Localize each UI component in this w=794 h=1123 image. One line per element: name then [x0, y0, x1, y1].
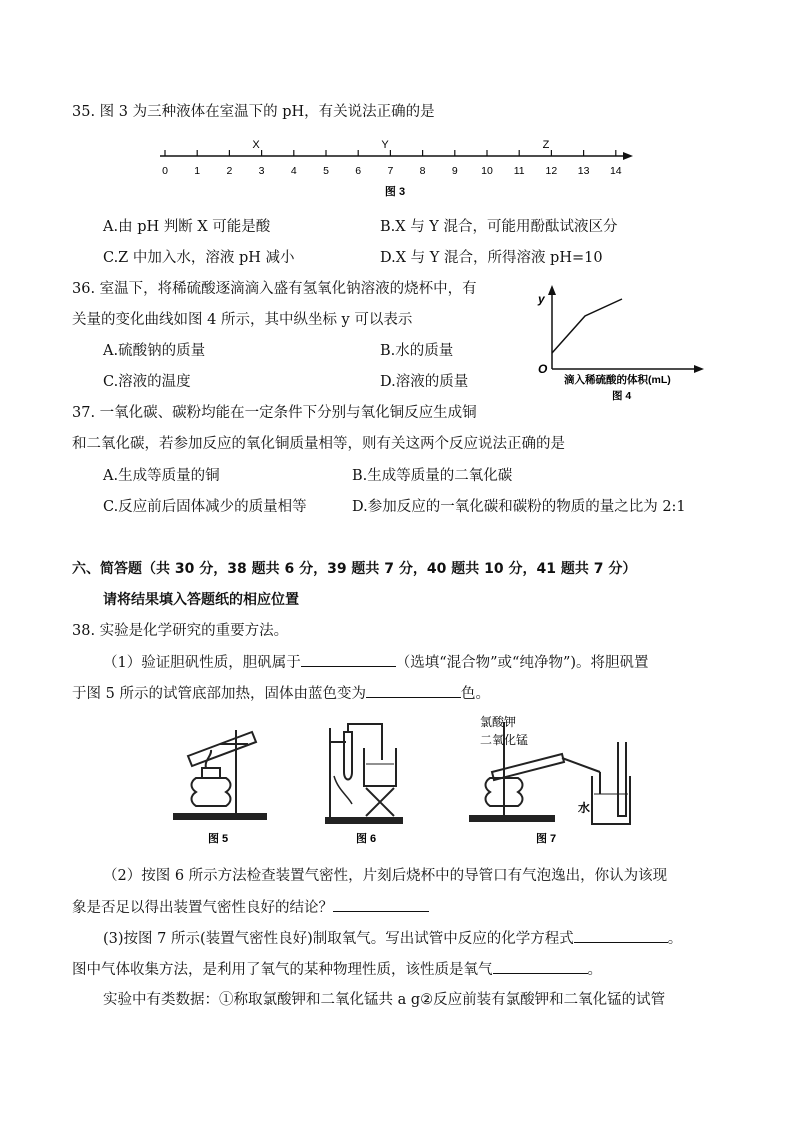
q37-stem-line2: 和二氧化碳，若参加反应的氧化铜质量相等，则有关这两个反应说法正确的是: [72, 436, 565, 452]
ph-tick-label: 13: [577, 165, 590, 177]
q37-stem-line1: 37. 一氧化碳、碳粉均能在一定条件下分别与氧化铜反应生成铜: [72, 405, 477, 421]
q38-data-line: 实验中有类数据：①称取氯酸钾和二氧化锰共 a g②反应前装有氯酸钾和二氧化锰的试管: [103, 992, 666, 1008]
q38-part1-line2: [72, 683, 490, 704]
curve-line: [552, 299, 622, 353]
answer-blank-color[interactable]: [366, 683, 461, 698]
ph-tick-label: 4: [290, 165, 297, 177]
q38-part3-line1: (3)按图 7 所示(装置气密性良好)制取氧气。写出试管中反应的化学方程式 。: [103, 928, 682, 949]
q35-stem: 35. 图 3 为三种液体在室温下的 pH，有关说法正确的是: [72, 104, 435, 120]
q37-option-a: A.生成等质量的铜: [103, 468, 220, 484]
graph-y-label: y: [538, 292, 545, 306]
reagent-label-kclo3: 氯酸钾: [480, 715, 517, 729]
q38-p1-text-b: （选填“混合物”或“纯净物”)。将胆矾置: [395, 655, 649, 671]
fig7-caption: 图 7: [536, 833, 557, 845]
fig6-apparatus: [326, 724, 402, 823]
section-instruction: 请将结果填入答题纸的相应位置: [103, 592, 299, 608]
fig4-caption: 图 4: [612, 390, 632, 402]
ph-scale-figure: [155, 134, 640, 206]
q38-p1-text-a: （1）验证胆矾性质，胆矾属于: [103, 655, 301, 671]
fig5-caption: 图 5: [208, 833, 229, 845]
q38-part2-line2: [72, 897, 429, 918]
fig6-caption: 图 6: [356, 833, 377, 845]
q38-part2-line1: （2）按图 6 所示方法检查装置气密性，片刻后烧杯中的导管口有气泡逸出，你认为该现: [103, 868, 668, 884]
ph-tick-label: 1: [194, 165, 201, 177]
q38-p3-text-b: 图中气体收集方法，是利用了氧气的某种物理性质，该性质是氧气: [72, 962, 493, 978]
ph-tick-label: 7: [387, 165, 394, 177]
answer-blank-equation[interactable]: [574, 928, 668, 943]
ph-tick-label: 6: [355, 165, 362, 177]
q36-stem-line1: 36. 室温下，将稀硫酸逐滴滴入盛有氢氧化钠溶液的烧杯中，有: [72, 281, 477, 297]
ph-tick-label: 0: [162, 165, 168, 177]
ph-tick-label: 3: [258, 165, 265, 177]
answer-blank-property[interactable]: [493, 959, 588, 974]
ph-tick-label: 2: [226, 165, 233, 177]
q37-option-d: D.参加反应的一氧化碳和碳粉的物质的量之比为 2:1: [352, 499, 686, 515]
q35-option-b: B.X 与 Y 混合，可能用酚酞试液区分: [380, 219, 618, 235]
fig5-apparatus: [174, 730, 266, 819]
q37-option-b: B.生成等质量的二氧化碳: [352, 468, 513, 484]
ph-tick-label: 14: [609, 165, 622, 177]
q36-option-a: A.硫酸钠的质量: [103, 343, 206, 359]
ph-tick-label: 11: [513, 165, 525, 177]
reagent-label-mno2: 二氧化锰: [480, 733, 529, 747]
q38-stem: 38. 实验是化学研究的重要方法。: [72, 623, 289, 639]
q38-p3-text-a: (3)按图 7 所示(装置气密性良好)制取氧气。写出试管中反应的化学方程式: [103, 931, 574, 947]
fig3-caption: 图 3: [384, 186, 406, 198]
q38-p1-text-d: 色。: [460, 686, 490, 702]
q36-option-c: C.溶液的温度: [103, 374, 191, 390]
ph-mark-y: Y: [381, 139, 389, 151]
ph-tick-label: 9: [451, 165, 458, 177]
graph-x-label: 滴入稀硫酸的体积(mL): [564, 374, 671, 386]
q35-option-a: A.由 pH 判断 X 可能是酸: [103, 219, 271, 235]
graph-origin-label: O: [538, 362, 548, 376]
ph-tick-label: 5: [323, 165, 329, 177]
q38-p2-text-b: 象是否足以得出装置气密性良好的结论？: [72, 900, 333, 916]
answer-blank-substance-type[interactable]: [301, 652, 396, 667]
ph-mark-z: Z: [542, 139, 550, 151]
ph-tick-label: 8: [419, 165, 426, 177]
apparatus-figures: [160, 712, 636, 852]
section-title: 六、简答题（共 30 分，38 题共 6 分，39 题共 7 分，40 题共 10 分，41 题共 7 分）: [72, 561, 637, 577]
ph-tick-label: 10: [481, 165, 493, 177]
curve-graph-figure: [530, 283, 710, 405]
q36-option-d: D.溶液的质量: [380, 374, 469, 390]
water-label: 水: [578, 801, 591, 815]
q38-p1-text-c: 于图 5 所示的试管底部加热，固体由蓝色变为: [72, 686, 366, 702]
ph-mark-x: X: [252, 139, 260, 151]
q35-option-d: D.X 与 Y 混合，所得溶液 pH=10: [380, 250, 603, 266]
q36-stem-line2: 关量的变化曲线如图 4 所示，其中纵坐标 y 可以表示: [72, 312, 413, 328]
q36-option-b: B.水的质量: [380, 343, 454, 359]
q38-part1-line1: [103, 652, 649, 673]
q35-option-c: C.Z 中加入水，溶液 pH 减小: [103, 250, 295, 266]
q38-part3-line2: 图中气体收集方法，是利用了氧气的某种物理性质，该性质是氧气 。: [72, 959, 602, 980]
answer-blank-airtightness[interactable]: [333, 897, 429, 912]
ph-tick-label: 12: [545, 165, 558, 177]
q37-option-c: C.反应前后固体减少的质量相等: [103, 499, 307, 515]
